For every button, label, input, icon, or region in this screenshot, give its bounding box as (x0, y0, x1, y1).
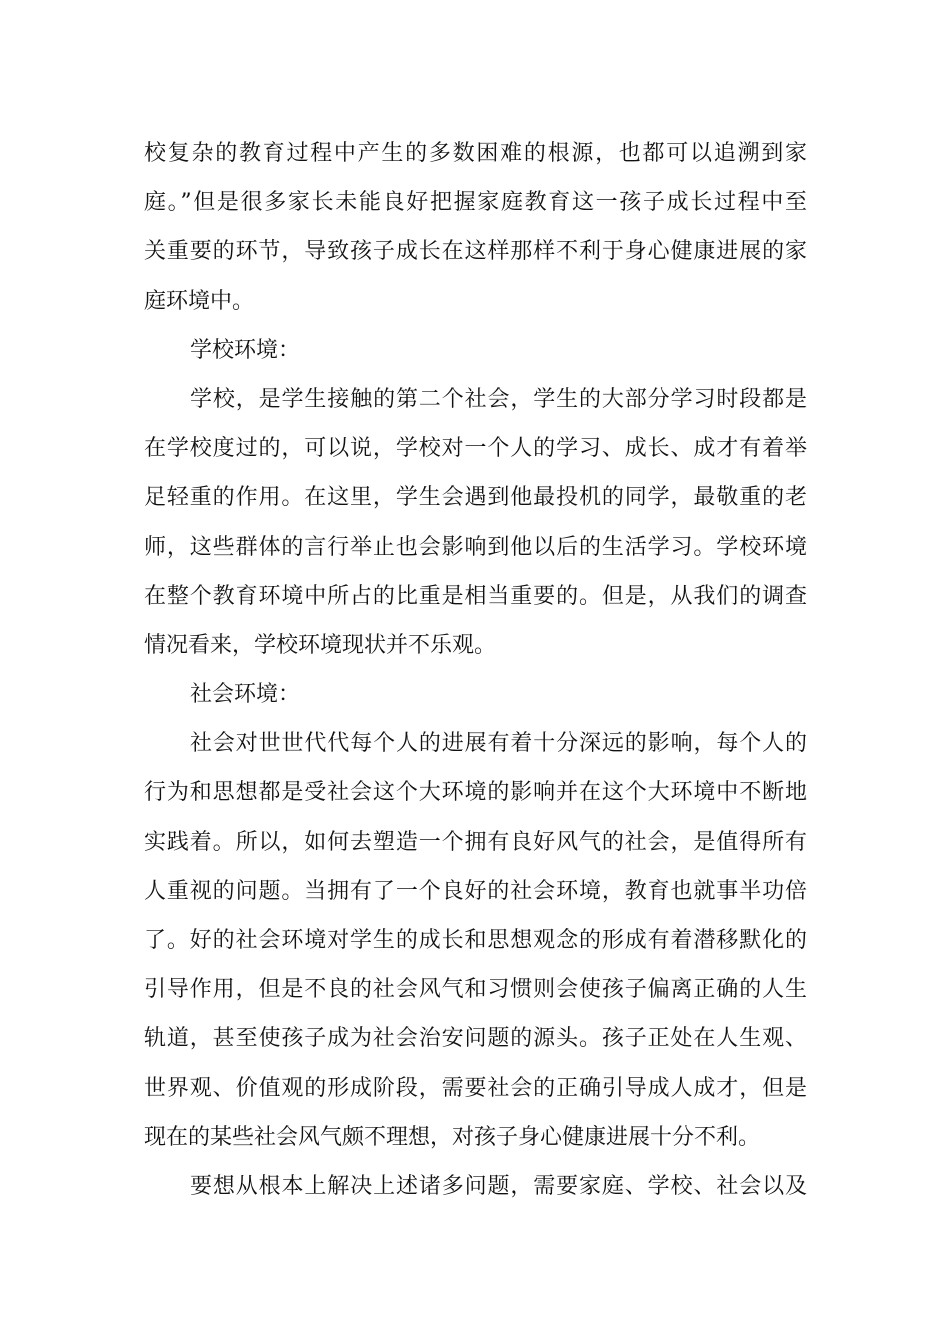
text-line: 行为和思想都是受社会这个大环境的影响并在这个大环境中不断地 (144, 780, 807, 806)
section-heading-school: 学校环境： (190, 337, 301, 363)
text-line: 引导作用，但是不良的社会风气和习惯则会使孩子偏离正确的人生 (144, 977, 807, 1003)
text-line: 轨道，甚至使孩子成为社会治安问题的源头。孩子正处在人生观、 (144, 1026, 807, 1052)
text-line: 校复杂的教育过程中产生的多数困难的根源，也都可以追溯到家 (144, 141, 807, 166)
text-line: 现在的某些社会风气颇不理想，对孩子身心健康进展十分不利。 (144, 1124, 761, 1150)
text-line: 了。好的社会环境对学生的成长和思想观念的形成有着潜移默化的 (144, 928, 807, 953)
text-line: 人重视的问题。当拥有了一个良好的社会环境，教育也就事半功倍 (144, 878, 807, 904)
text-line: 庭环境中。 (144, 288, 255, 314)
text-line: 世界观、价值观的形成阶段，需要社会的正确引导成人成才，但是 (144, 1075, 807, 1101)
text-line: 师，这些群体的言行举止也会影响到他以后的生活学习。学校环境 (144, 534, 807, 560)
text-line: 社会对世世代代每个人的进展有着十分深远的影响，每个人的 (190, 731, 807, 757)
text-line: 要想从根本上解决上述诸多问题，需要家庭、学校、社会以及 (190, 1173, 807, 1199)
text-line: 学校，是学生接触的第二个社会，学生的大部分学习时段都是 (190, 386, 807, 412)
text-line: 在学校度过的，可以说，学校对一个人的学习、成长、成才有着举 (144, 436, 807, 462)
section-heading-society: 社会环境： (190, 682, 301, 708)
text-line: 足轻重的作用。在这里，学生会遇到他最投机的同学，最敬重的老 (144, 485, 807, 511)
text-line: 关重要的环节，导致孩子成长在这样那样不利于身心健康进展的家 (144, 239, 807, 265)
text-line: 庭。”但是很多家长未能良好把握家庭教育这一孩子成长过程中至 (144, 190, 807, 216)
text-line: 情况看来，学校环境现状并不乐观。 (144, 632, 497, 658)
body-text (144, 129, 807, 1211)
text-line: 实践着。所以，如何去塑造一个拥有良好风气的社会，是值得所有 (144, 829, 807, 855)
text-line: 在整个教育环境中所占的比重是相当重要的。但是，从我们的调查 (144, 583, 807, 609)
